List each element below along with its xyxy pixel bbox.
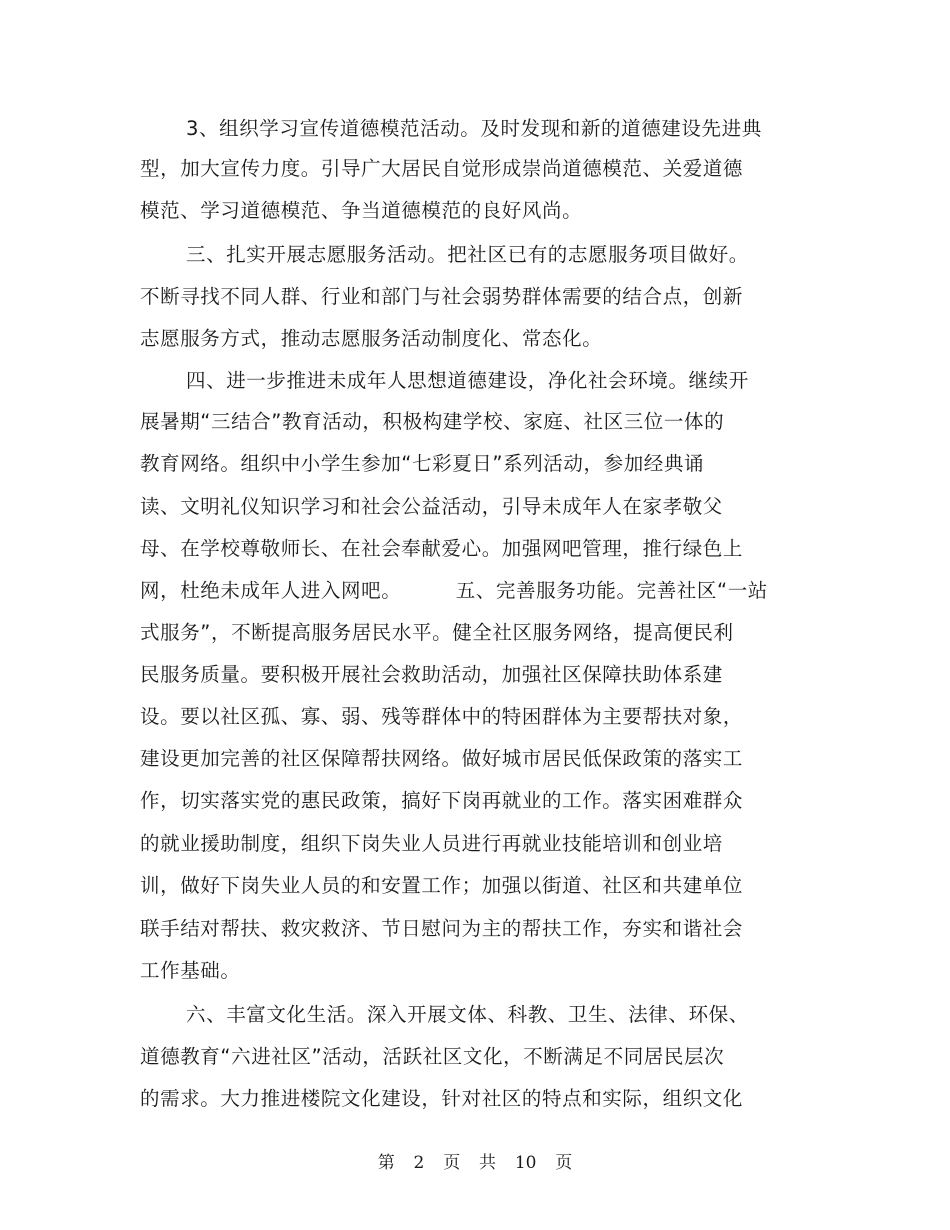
text-line: 读、文明礼仪知识学习和社会公益活动，引导未成年人在家孝敬父 xyxy=(140,495,723,518)
text-line: 模范、学习道德模范、争当道德模范的良好风尚。 xyxy=(140,199,583,222)
text-line: 志愿服务方式，推动志愿服务活动制度化、常态化。 xyxy=(140,327,603,350)
text-line: 设。要以社区孤、寡、弱、残等群体中的特困群体为主要帮扶对象， xyxy=(140,705,744,728)
footer-page-word: 第 xyxy=(377,1153,395,1173)
footer-current-page: 2 xyxy=(413,1153,425,1173)
text-line: 建设更加完善的社区保障帮扶网络。做好城市居民低保政策的落实工 xyxy=(140,747,744,770)
text-line: 3、组织学习宣传道德模范活动。及时发现和新的道德建设先进典 xyxy=(186,117,762,140)
text-line: 型，加大宣传力度。引导广大居民自觉形成崇尚道德模范、关爱道德 xyxy=(140,157,744,180)
text-line: 六、丰富文化生活。深入开展文体、科教、卫生、法律、环保、 xyxy=(186,1003,749,1026)
text-line: 的需求。大力推进楼院文化建设，针对社区的特点和实际，组织文化 xyxy=(140,1087,744,1110)
text-line: 道德教育“六进社区”活动，活跃社区文化，不断满足不同居民层次 xyxy=(140,1045,725,1068)
text-line: 展暑期“三结合”教育活动，积极构建学校、家庭、社区三位一体的 xyxy=(140,410,725,433)
text-line: 民服务质量。要积极开展社会救助活动，加强社区保障扶助体系建 xyxy=(140,663,723,686)
text-line: 网，杜绝未成年人进入网吧。 五、完善服务功能。完善社区“一站 xyxy=(140,579,768,602)
text-line: 三、扎实开展志愿服务活动。把社区已有的志愿服务项目做好。 xyxy=(186,243,749,266)
footer-total-unit: 页 xyxy=(555,1153,573,1173)
text-line: 作，切实落实党的惠民政策，搞好下岗再就业的工作。落实困难群众 xyxy=(140,789,744,812)
text-line: 联手结对帮扶、救灾救济、节日慰问为主的帮扶工作，夯实和谐社会 xyxy=(140,917,744,940)
text-line: 母、在学校尊敬师长、在社会奉献爱心。加强网吧管理，推行绿色上 xyxy=(140,537,744,560)
text-line: 的就业援助制度，组织下岗失业人员进行再就业技能培训和创业培 xyxy=(140,832,723,855)
text-line: 不断寻找不同人群、行业和部门与社会弱势群体需要的结合点，创新 xyxy=(140,285,744,308)
text-line: 工作基础。 xyxy=(140,959,241,982)
text-line: 四、进一步推进未成年人思想道德建设，净化社会环境。继续开 xyxy=(186,369,749,392)
text-line: 式服务”，不断提高服务居民水平。健全社区服务网络，提高便民利 xyxy=(140,621,734,644)
page-footer xyxy=(0,1152,950,1174)
footer-page-unit: 页 xyxy=(443,1153,461,1173)
text-line: 训，做好下岗失业人员的和安置工作；加强以街道、社区和共建单位 xyxy=(140,874,744,897)
text-line: 教育网络。组织中小学生参加“七彩夏日”系列活动，参加经典诵 xyxy=(140,452,705,475)
footer-total-pages: 10 xyxy=(514,1153,537,1173)
footer-total-word: 共 xyxy=(479,1153,496,1173)
